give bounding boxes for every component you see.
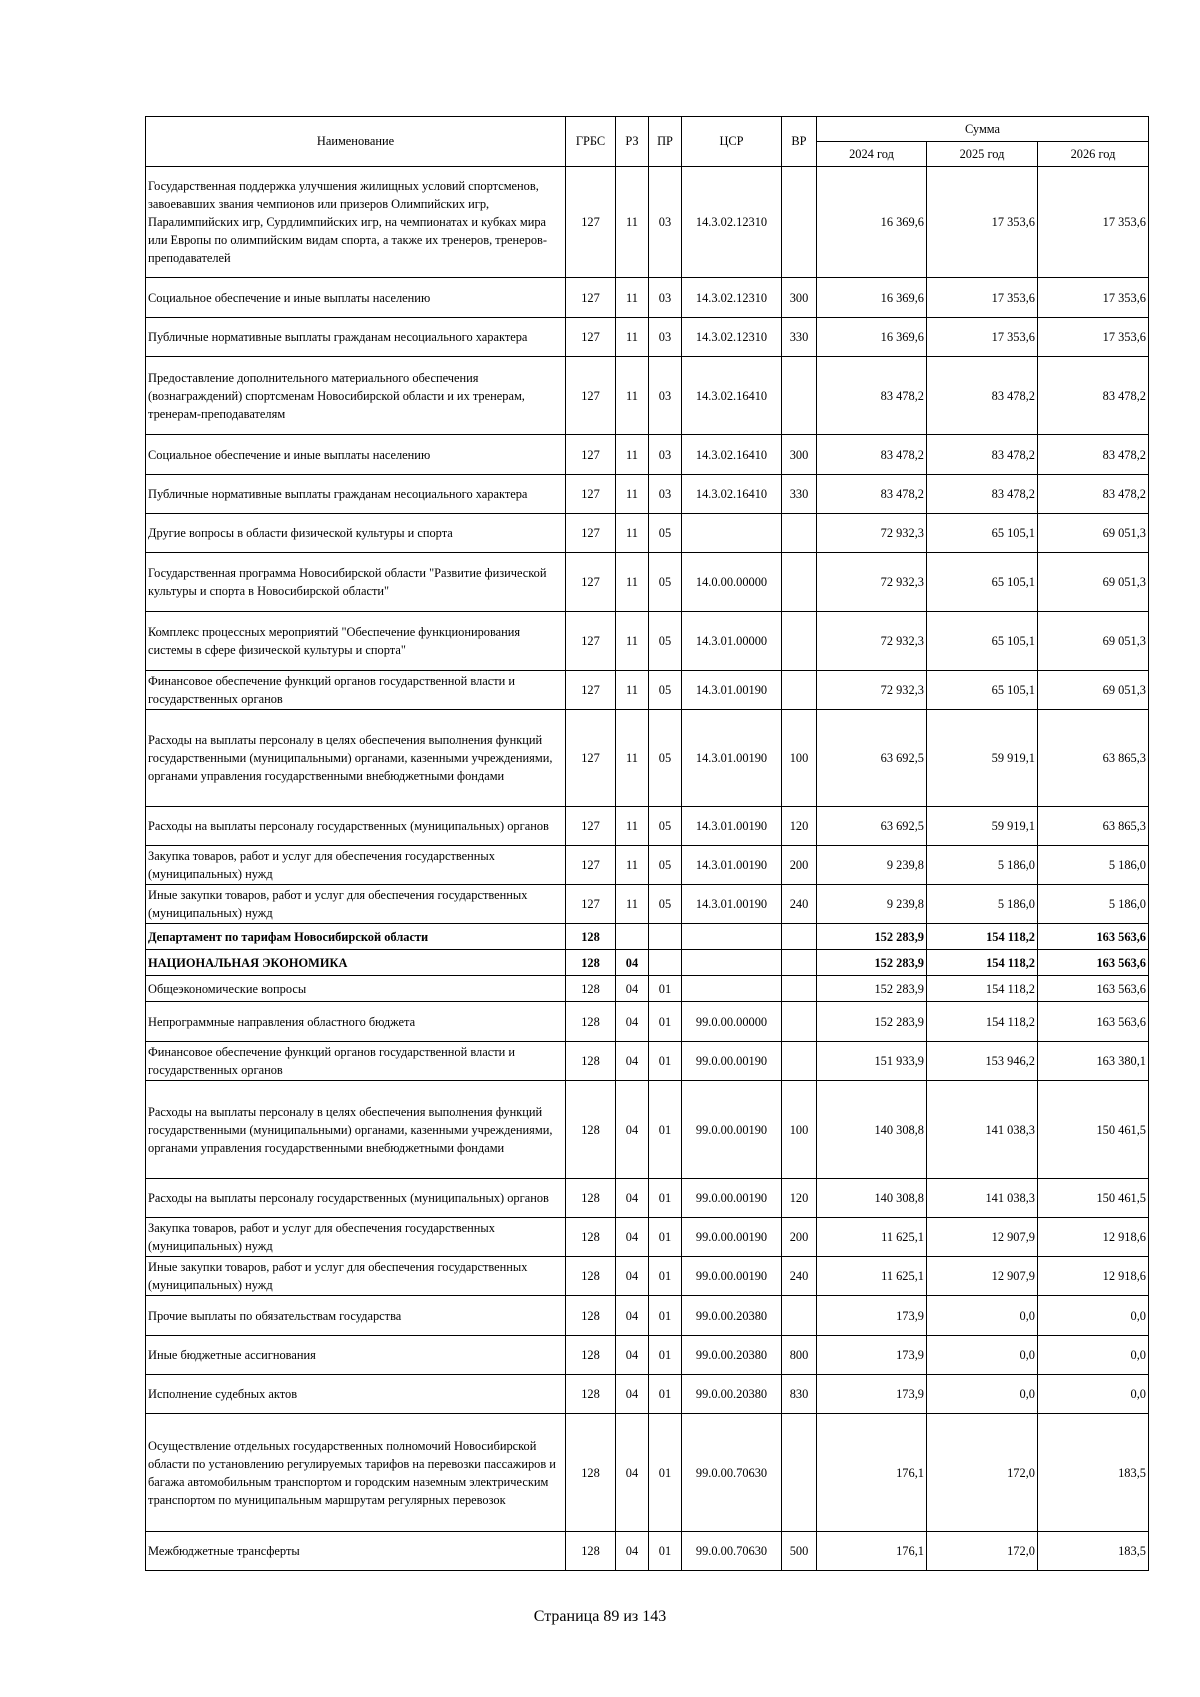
cell-csr	[682, 514, 782, 553]
cell-vr: 120	[782, 1179, 817, 1218]
cell-name: НАЦИОНАЛЬНАЯ ЭКОНОМИКА	[146, 950, 566, 976]
cell-grbs: 127	[566, 357, 616, 435]
table-row	[146, 1179, 1149, 1218]
table-row	[146, 807, 1149, 846]
cell-2024: 173,9	[817, 1296, 927, 1336]
cell-vr: 240	[782, 885, 817, 924]
cell-grbs: 128	[566, 1002, 616, 1042]
cell-rz: 04	[616, 1179, 649, 1218]
table-row	[146, 1002, 1149, 1042]
cell-rz: 11	[616, 553, 649, 612]
cell-grbs: 127	[566, 514, 616, 553]
cell-csr: 99.0.00.00000	[682, 1002, 782, 1042]
table-row	[146, 553, 1149, 612]
cell-2025: 154 118,2	[927, 950, 1038, 976]
cell-grbs: 127	[566, 553, 616, 612]
cell-2025: 12 907,9	[927, 1218, 1038, 1257]
cell-2024: 152 283,9	[817, 1002, 927, 1042]
cell-vr: 200	[782, 846, 817, 885]
cell-name: Финансовое обеспечение функций органов государственной власти и государственных органов	[146, 1042, 566, 1081]
cell-2026: 163 563,6	[1038, 976, 1149, 1002]
cell-grbs: 127	[566, 710, 616, 807]
cell-2026: 163 563,6	[1038, 950, 1149, 976]
header-rz: РЗ	[616, 117, 649, 167]
table-row	[146, 950, 1149, 976]
cell-name: Иные закупки товаров, работ и услуг для обеспечения государственных (муниципальных) нужд	[146, 885, 566, 924]
cell-2024: 152 283,9	[817, 924, 927, 950]
cell-2026: 163 563,6	[1038, 924, 1149, 950]
cell-pr: 01	[649, 1042, 682, 1081]
cell-grbs: 127	[566, 318, 616, 357]
cell-2026: 63 865,3	[1038, 807, 1149, 846]
cell-2025: 172,0	[927, 1532, 1038, 1571]
cell-pr: 03	[649, 475, 682, 514]
cell-vr: 330	[782, 475, 817, 514]
cell-pr: 05	[649, 553, 682, 612]
cell-rz: 11	[616, 807, 649, 846]
cell-csr: 99.0.00.00190	[682, 1218, 782, 1257]
cell-rz: 04	[616, 1532, 649, 1571]
table-row	[146, 475, 1149, 514]
cell-2026: 0,0	[1038, 1336, 1149, 1375]
cell-name: Расходы на выплаты персоналу государственных (муниципальных) органов	[146, 1179, 566, 1218]
cell-2024: 140 308,8	[817, 1081, 927, 1179]
cell-2026: 0,0	[1038, 1375, 1149, 1414]
cell-2025: 65 105,1	[927, 553, 1038, 612]
cell-pr: 03	[649, 167, 682, 278]
cell-name: Департамент по тарифам Новосибирской области	[146, 924, 566, 950]
table-row	[146, 671, 1149, 710]
cell-2026: 83 478,2	[1038, 435, 1149, 475]
cell-grbs: 128	[566, 1336, 616, 1375]
cell-vr: 800	[782, 1336, 817, 1375]
cell-2024: 63 692,5	[817, 710, 927, 807]
cell-rz: 04	[616, 1218, 649, 1257]
cell-vr: 300	[782, 435, 817, 475]
cell-rz: 11	[616, 318, 649, 357]
cell-pr: 05	[649, 807, 682, 846]
cell-name: Социальное обеспечение и иные выплаты населению	[146, 278, 566, 318]
table-row	[146, 1532, 1149, 1571]
cell-grbs: 128	[566, 1042, 616, 1081]
cell-rz: 11	[616, 671, 649, 710]
cell-name: Публичные нормативные выплаты гражданам несоциального характера	[146, 318, 566, 357]
cell-rz: 11	[616, 357, 649, 435]
cell-pr: 01	[649, 1296, 682, 1336]
cell-2024: 63 692,5	[817, 807, 927, 846]
cell-2024: 11 625,1	[817, 1218, 927, 1257]
cell-grbs: 128	[566, 976, 616, 1002]
cell-csr: 14.3.01.00000	[682, 612, 782, 671]
cell-vr	[782, 1414, 817, 1532]
cell-vr	[782, 553, 817, 612]
cell-pr: 01	[649, 1336, 682, 1375]
cell-grbs: 128	[566, 1296, 616, 1336]
cell-2026: 5 186,0	[1038, 885, 1149, 924]
table-row	[146, 1081, 1149, 1179]
cell-pr: 01	[649, 976, 682, 1002]
cell-grbs: 128	[566, 1532, 616, 1571]
cell-name: Расходы на выплаты персоналу в целях обеспечения выполнения функций государственными (муниципальными) органами, казенными учреждениями, органами управления государственными внебюджетными фондами	[146, 1081, 566, 1179]
cell-grbs: 127	[566, 671, 616, 710]
cell-2025: 65 105,1	[927, 671, 1038, 710]
cell-grbs: 128	[566, 1081, 616, 1179]
cell-csr: 99.0.00.20380	[682, 1375, 782, 1414]
cell-rz: 04	[616, 1081, 649, 1179]
cell-2024: 72 932,3	[817, 671, 927, 710]
table-row	[146, 318, 1149, 357]
cell-csr: 99.0.00.00190	[682, 1081, 782, 1179]
cell-name: Прочие выплаты по обязательствам государства	[146, 1296, 566, 1336]
cell-rz: 04	[616, 1257, 649, 1296]
cell-2026: 163 380,1	[1038, 1042, 1149, 1081]
cell-rz: 11	[616, 885, 649, 924]
cell-pr: 01	[649, 1218, 682, 1257]
cell-pr: 01	[649, 1414, 682, 1532]
cell-vr	[782, 671, 817, 710]
cell-name: Предоставление дополнительного материального обеспечения (вознаграждений) спортсменам Новосибирской области и их тренерам, тренерам-преподавателям	[146, 357, 566, 435]
cell-2026: 150 461,5	[1038, 1081, 1149, 1179]
cell-2026: 69 051,3	[1038, 671, 1149, 710]
cell-name: Финансовое обеспечение функций органов государственной власти и государственных органов	[146, 671, 566, 710]
cell-2024: 151 933,9	[817, 1042, 927, 1081]
cell-2026: 69 051,3	[1038, 612, 1149, 671]
cell-csr: 14.3.01.00190	[682, 807, 782, 846]
cell-2026: 69 051,3	[1038, 514, 1149, 553]
cell-csr: 99.0.00.00190	[682, 1179, 782, 1218]
cell-rz: 04	[616, 1375, 649, 1414]
cell-2025: 65 105,1	[927, 612, 1038, 671]
cell-grbs: 127	[566, 807, 616, 846]
header-2025: 2025 год	[927, 142, 1038, 167]
header-sum: Сумма	[817, 117, 1149, 142]
header-2026: 2026 год	[1038, 142, 1149, 167]
cell-grbs: 127	[566, 435, 616, 475]
cell-grbs: 127	[566, 846, 616, 885]
cell-rz: 11	[616, 435, 649, 475]
cell-pr: 01	[649, 1375, 682, 1414]
cell-2024: 83 478,2	[817, 357, 927, 435]
cell-pr	[649, 950, 682, 976]
cell-csr: 14.3.02.12310	[682, 318, 782, 357]
table-row	[146, 612, 1149, 671]
cell-2024: 173,9	[817, 1336, 927, 1375]
page-number: Страница 89 из 143	[533, 1608, 667, 1625]
cell-csr: 14.3.01.00190	[682, 671, 782, 710]
cell-2025: 172,0	[927, 1414, 1038, 1532]
header-name: Наименование	[146, 117, 566, 167]
table-row	[146, 710, 1149, 807]
cell-grbs: 128	[566, 1375, 616, 1414]
cell-pr: 05	[649, 710, 682, 807]
cell-grbs: 127	[566, 612, 616, 671]
cell-2025: 5 186,0	[927, 846, 1038, 885]
cell-2026: 69 051,3	[1038, 553, 1149, 612]
cell-grbs: 127	[566, 167, 616, 278]
header-csr: ЦСР	[682, 117, 782, 167]
cell-grbs: 128	[566, 1218, 616, 1257]
cell-grbs: 128	[566, 1179, 616, 1218]
cell-2026: 183,5	[1038, 1414, 1149, 1532]
cell-name: Социальное обеспечение и иные выплаты населению	[146, 435, 566, 475]
cell-vr	[782, 1042, 817, 1081]
cell-name: Общеэкономические вопросы	[146, 976, 566, 1002]
cell-name: Закупка товаров, работ и услуг для обеспечения государственных (муниципальных) нужд	[146, 846, 566, 885]
cell-2024: 140 308,8	[817, 1179, 927, 1218]
cell-pr: 03	[649, 357, 682, 435]
cell-csr: 14.0.00.00000	[682, 553, 782, 612]
header-vr: ВР	[782, 117, 817, 167]
cell-rz: 04	[616, 1414, 649, 1532]
cell-pr: 05	[649, 671, 682, 710]
cell-2025: 154 118,2	[927, 976, 1038, 1002]
cell-grbs: 128	[566, 1257, 616, 1296]
cell-grbs: 128	[566, 950, 616, 976]
cell-csr: 14.3.02.16410	[682, 435, 782, 475]
cell-vr: 240	[782, 1257, 817, 1296]
cell-2025: 83 478,2	[927, 357, 1038, 435]
cell-csr: 99.0.00.70630	[682, 1532, 782, 1571]
table-row	[146, 357, 1149, 435]
cell-vr	[782, 612, 817, 671]
cell-2025: 12 907,9	[927, 1257, 1038, 1296]
cell-2024: 16 369,6	[817, 318, 927, 357]
cell-name: Публичные нормативные выплаты гражданам несоциального характера	[146, 475, 566, 514]
cell-grbs: 127	[566, 885, 616, 924]
cell-name: Государственная поддержка улучшения жилищных условий спортсменов, завоевавших звания чемпионов или призеров Олимпийских игр, Паралимпийских игр, Сурдлимпийских игр, на чемпионатах и кубках мира или Европы по олимпийским видам спорта, а также их тренеров, тренеров-преподавателей	[146, 167, 566, 278]
cell-2026: 183,5	[1038, 1532, 1149, 1571]
cell-2025: 83 478,2	[927, 475, 1038, 514]
cell-2025: 59 919,1	[927, 807, 1038, 846]
cell-grbs: 127	[566, 278, 616, 318]
cell-2024: 72 932,3	[817, 514, 927, 553]
cell-grbs: 127	[566, 475, 616, 514]
table-row	[146, 1414, 1149, 1532]
cell-2025: 0,0	[927, 1375, 1038, 1414]
cell-vr	[782, 1296, 817, 1336]
table-row	[146, 167, 1149, 278]
cell-csr	[682, 924, 782, 950]
cell-grbs: 128	[566, 924, 616, 950]
cell-grbs: 128	[566, 1414, 616, 1532]
cell-csr: 14.3.02.12310	[682, 167, 782, 278]
cell-rz: 04	[616, 1296, 649, 1336]
cell-name: Другие вопросы в области физической культуры и спорта	[146, 514, 566, 553]
cell-vr	[782, 357, 817, 435]
cell-csr: 14.3.02.16410	[682, 357, 782, 435]
cell-name: Закупка товаров, работ и услуг для обеспечения государственных (муниципальных) нужд	[146, 1218, 566, 1257]
cell-rz: 11	[616, 167, 649, 278]
cell-rz: 11	[616, 514, 649, 553]
cell-pr: 05	[649, 612, 682, 671]
cell-2026: 5 186,0	[1038, 846, 1149, 885]
cell-2026: 0,0	[1038, 1296, 1149, 1336]
cell-csr: 14.3.02.16410	[682, 475, 782, 514]
cell-csr: 14.3.02.12310	[682, 278, 782, 318]
cell-2026: 83 478,2	[1038, 357, 1149, 435]
cell-2024: 83 478,2	[817, 475, 927, 514]
cell-csr: 99.0.00.20380	[682, 1296, 782, 1336]
header-grbs: ГРБС	[566, 117, 616, 167]
cell-pr: 01	[649, 1081, 682, 1179]
cell-rz: 11	[616, 278, 649, 318]
cell-2024: 176,1	[817, 1414, 927, 1532]
cell-2026: 163 563,6	[1038, 1002, 1149, 1042]
cell-rz: 11	[616, 710, 649, 807]
cell-2026: 17 353,6	[1038, 167, 1149, 278]
cell-csr: 99.0.00.00190	[682, 1042, 782, 1081]
cell-rz: 04	[616, 1336, 649, 1375]
table-row	[146, 846, 1149, 885]
cell-2025: 17 353,6	[927, 318, 1038, 357]
cell-2024: 152 283,9	[817, 976, 927, 1002]
table-row	[146, 1336, 1149, 1375]
cell-vr: 200	[782, 1218, 817, 1257]
cell-name: Расходы на выплаты персоналу государственных (муниципальных) органов	[146, 807, 566, 846]
cell-2024: 173,9	[817, 1375, 927, 1414]
cell-2025: 17 353,6	[927, 278, 1038, 318]
table-row	[146, 924, 1149, 950]
table-body	[146, 167, 1149, 1571]
cell-csr	[682, 950, 782, 976]
cell-csr: 99.0.00.20380	[682, 1336, 782, 1375]
header-2024: 2024 год	[817, 142, 927, 167]
table-row	[146, 1257, 1149, 1296]
cell-vr	[782, 950, 817, 976]
cell-csr: 14.3.01.00190	[682, 846, 782, 885]
cell-csr	[682, 976, 782, 1002]
cell-pr: 05	[649, 846, 682, 885]
cell-2024: 16 369,6	[817, 167, 927, 278]
cell-2026: 150 461,5	[1038, 1179, 1149, 1218]
table-row	[146, 1375, 1149, 1414]
cell-vr: 120	[782, 807, 817, 846]
cell-name: Иные закупки товаров, работ и услуг для обеспечения государственных (муниципальных) нужд	[146, 1257, 566, 1296]
budget-table	[145, 116, 1149, 1571]
cell-2025: 154 118,2	[927, 924, 1038, 950]
cell-name: Расходы на выплаты персоналу в целях обеспечения выполнения функций государственными (муниципальными) органами, казенными учреждениями, органами управления государственными внебюджетными фондами	[146, 710, 566, 807]
cell-2026: 17 353,6	[1038, 318, 1149, 357]
header-pr: ПР	[649, 117, 682, 167]
cell-2025: 0,0	[927, 1336, 1038, 1375]
cell-2024: 152 283,9	[817, 950, 927, 976]
cell-name: Межбюджетные трансферты	[146, 1532, 566, 1571]
cell-name: Осуществление отдельных государственных полномочий Новосибирской области по установлению регулируемых тарифов на перевозки пассажиров и багажа автомобильным транспортом и городским наземным электрическим транспортом по муниципальным маршрутам регулярных перевозок	[146, 1414, 566, 1532]
cell-pr: 03	[649, 318, 682, 357]
cell-pr	[649, 924, 682, 950]
cell-2025: 83 478,2	[927, 435, 1038, 475]
table-row	[146, 435, 1149, 475]
cell-2026: 83 478,2	[1038, 475, 1149, 514]
cell-pr: 01	[649, 1179, 682, 1218]
cell-2026: 12 918,6	[1038, 1218, 1149, 1257]
cell-vr: 830	[782, 1375, 817, 1414]
cell-2025: 0,0	[927, 1296, 1038, 1336]
cell-rz: 04	[616, 950, 649, 976]
cell-2026: 63 865,3	[1038, 710, 1149, 807]
cell-name: Иные бюджетные ассигнования	[146, 1336, 566, 1375]
cell-vr: 330	[782, 318, 817, 357]
cell-csr: 14.3.01.00190	[682, 885, 782, 924]
cell-2024: 72 932,3	[817, 612, 927, 671]
table-row	[146, 976, 1149, 1002]
cell-2024: 9 239,8	[817, 846, 927, 885]
cell-2025: 65 105,1	[927, 514, 1038, 553]
cell-name: Исполнение судебных актов	[146, 1375, 566, 1414]
cell-2025: 141 038,3	[927, 1179, 1038, 1218]
table-row	[146, 278, 1149, 318]
cell-vr	[782, 1002, 817, 1042]
cell-2024: 83 478,2	[817, 435, 927, 475]
cell-pr: 05	[649, 885, 682, 924]
cell-pr: 05	[649, 514, 682, 553]
cell-2025: 141 038,3	[927, 1081, 1038, 1179]
cell-rz: 11	[616, 612, 649, 671]
table-row	[146, 1296, 1149, 1336]
cell-csr: 99.0.00.70630	[682, 1414, 782, 1532]
cell-rz: 11	[616, 846, 649, 885]
cell-vr	[782, 167, 817, 278]
cell-2025: 5 186,0	[927, 885, 1038, 924]
cell-vr	[782, 924, 817, 950]
cell-pr: 03	[649, 435, 682, 475]
cell-2024: 176,1	[817, 1532, 927, 1571]
cell-2024: 11 625,1	[817, 1257, 927, 1296]
cell-2025: 154 118,2	[927, 1002, 1038, 1042]
cell-name: Комплекс процессных мероприятий "Обеспечение функционирования системы в сфере физической культуры и спорта"	[146, 612, 566, 671]
cell-rz: 11	[616, 475, 649, 514]
cell-name: Государственная программа Новосибирской области "Развитие физической культуры и спорта в Новосибирской области"	[146, 553, 566, 612]
cell-pr: 01	[649, 1002, 682, 1042]
cell-2025: 17 353,6	[927, 167, 1038, 278]
cell-vr: 300	[782, 278, 817, 318]
cell-2024: 16 369,6	[817, 278, 927, 318]
table-row	[146, 885, 1149, 924]
cell-vr: 100	[782, 1081, 817, 1179]
table-row	[146, 514, 1149, 553]
cell-vr: 500	[782, 1532, 817, 1571]
cell-rz: 04	[616, 1042, 649, 1081]
cell-rz	[616, 924, 649, 950]
cell-name: Непрограммные направления областного бюджета	[146, 1002, 566, 1042]
cell-vr	[782, 976, 817, 1002]
cell-pr: 01	[649, 1257, 682, 1296]
cell-2026: 17 353,6	[1038, 278, 1149, 318]
cell-2024: 72 932,3	[817, 553, 927, 612]
cell-vr	[782, 514, 817, 553]
table-row	[146, 1218, 1149, 1257]
cell-csr: 14.3.01.00190	[682, 710, 782, 807]
cell-2024: 9 239,8	[817, 885, 927, 924]
cell-2025: 153 946,2	[927, 1042, 1038, 1081]
cell-2025: 59 919,1	[927, 710, 1038, 807]
table-row	[146, 1042, 1149, 1081]
cell-pr: 03	[649, 278, 682, 318]
cell-pr: 01	[649, 1532, 682, 1571]
cell-csr: 99.0.00.00190	[682, 1257, 782, 1296]
cell-vr: 100	[782, 710, 817, 807]
cell-rz: 04	[616, 1002, 649, 1042]
cell-2026: 12 918,6	[1038, 1257, 1149, 1296]
cell-rz: 04	[616, 976, 649, 1002]
